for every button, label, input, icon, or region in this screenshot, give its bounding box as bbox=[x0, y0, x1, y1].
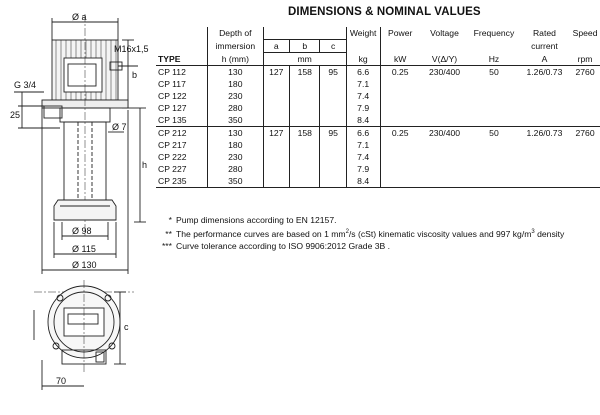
cell-c bbox=[320, 102, 346, 114]
cell-depth: 230 bbox=[208, 90, 263, 102]
cell-frequency bbox=[469, 78, 519, 90]
header-rated: Rated bbox=[532, 28, 556, 39]
cell-speed bbox=[570, 90, 600, 102]
pump-drawing bbox=[0, 0, 152, 415]
cell-voltage: 230/400 bbox=[428, 128, 461, 138]
header-h-mm: h (mm) bbox=[208, 53, 263, 66]
header-row-1 bbox=[156, 27, 600, 40]
table-row bbox=[156, 102, 600, 114]
cell-type: CP 212 bbox=[158, 128, 187, 138]
cell-a bbox=[263, 139, 290, 151]
footnotes bbox=[158, 214, 564, 252]
footnote bbox=[158, 214, 564, 226]
table-row bbox=[156, 175, 600, 188]
cell-speed bbox=[570, 102, 600, 114]
cell-type: CP 217 bbox=[158, 140, 187, 150]
cell-b: 158 bbox=[290, 127, 320, 140]
footnote-text: Curve tolerance according to ISO 9906:2012 Grade 3B . bbox=[176, 240, 391, 251]
table-row bbox=[156, 139, 600, 151]
header-weight: Weight bbox=[346, 27, 380, 40]
cell-a bbox=[263, 78, 290, 90]
dim-115-label: Ø 115 bbox=[72, 244, 96, 254]
cell-speed bbox=[570, 175, 600, 188]
footnote-marker: * bbox=[168, 215, 172, 225]
cell-current bbox=[519, 151, 570, 163]
cell-a bbox=[263, 175, 290, 188]
cell-speed: 2760 bbox=[575, 67, 595, 77]
cell-c bbox=[320, 163, 346, 175]
cell-power bbox=[380, 78, 420, 90]
footnote-marker: *** bbox=[161, 240, 172, 251]
table-row bbox=[156, 163, 600, 175]
header-a-unit: A bbox=[519, 53, 570, 66]
header-speed: Speed bbox=[572, 28, 598, 39]
header-current: current bbox=[531, 41, 558, 51]
cell-type: CP 135 bbox=[156, 114, 208, 127]
dim-g-label: G 3/4 bbox=[14, 80, 37, 90]
cell-speed bbox=[570, 151, 600, 163]
cell-a bbox=[263, 114, 290, 127]
dim-7-label: Ø 7 bbox=[112, 122, 127, 132]
cell-a bbox=[263, 90, 290, 102]
table-row bbox=[156, 151, 600, 163]
cell-power bbox=[380, 175, 420, 188]
cell-a bbox=[263, 151, 290, 163]
header-depth: Depth of bbox=[208, 27, 263, 40]
cell-depth: 280 bbox=[208, 102, 263, 114]
cell-type: CP 227 bbox=[158, 164, 187, 174]
cell-speed bbox=[570, 163, 600, 175]
cell-type: CP 235 bbox=[156, 175, 208, 188]
cell-c: 95 bbox=[320, 66, 346, 79]
footnote-text: Pump dimensions according to EN 12157. bbox=[176, 215, 337, 225]
pump-drawing-svg bbox=[0, 0, 152, 415]
footnote bbox=[158, 240, 564, 252]
cell-depth: 280 bbox=[208, 163, 263, 175]
cell-speed: 2760 bbox=[575, 128, 595, 138]
cell-depth: 350 bbox=[208, 114, 263, 127]
cell-voltage bbox=[420, 78, 469, 90]
cell-frequency bbox=[469, 114, 519, 127]
cell-current bbox=[519, 114, 570, 127]
cell-current bbox=[519, 102, 570, 114]
cell-weight: 7.1 bbox=[346, 78, 380, 90]
cell-power: 0.25 bbox=[380, 66, 420, 79]
cell-weight: 7.4 bbox=[346, 90, 380, 102]
dim-c-label: c bbox=[124, 322, 129, 332]
cell-type: CP 222 bbox=[158, 152, 187, 162]
dim-130-label: Ø 130 bbox=[72, 260, 97, 270]
cell-frequency bbox=[469, 163, 519, 175]
header-immersion: immersion bbox=[208, 40, 263, 53]
cell-depth: 230 bbox=[208, 151, 263, 163]
footnote-marker: ** bbox=[165, 228, 172, 239]
header-kw: kW bbox=[380, 53, 420, 66]
cell-c bbox=[320, 175, 346, 188]
cell-frequency: 50 bbox=[489, 128, 499, 138]
cell-depth: 180 bbox=[208, 139, 263, 151]
cell-current bbox=[519, 90, 570, 102]
cell-weight: 7.4 bbox=[346, 151, 380, 163]
cell-a: 127 bbox=[263, 127, 290, 140]
cell-weight: 7.9 bbox=[346, 102, 380, 114]
header-c: c bbox=[320, 40, 346, 53]
dim-b-label: b bbox=[132, 70, 138, 80]
cell-a bbox=[263, 163, 290, 175]
cell-power bbox=[380, 139, 420, 151]
header-v: V(Δ/Y) bbox=[420, 53, 469, 66]
cell-weight: 7.9 bbox=[346, 163, 380, 175]
header-mm: mm bbox=[263, 53, 346, 66]
cell-power bbox=[380, 151, 420, 163]
cell-power bbox=[380, 102, 420, 114]
cell-weight: 8.4 bbox=[346, 114, 380, 127]
cell-voltage bbox=[420, 139, 469, 151]
cell-voltage bbox=[420, 102, 469, 114]
cell-frequency: 50 bbox=[489, 67, 499, 77]
cell-type: CP 122 bbox=[158, 91, 187, 101]
cell-c bbox=[320, 114, 346, 127]
cell-weight: 6.6 bbox=[346, 66, 380, 79]
cell-voltage bbox=[420, 90, 469, 102]
footnote-text: The performance curves are based on 1 mm bbox=[176, 228, 346, 239]
spec-table bbox=[156, 27, 600, 188]
cell-voltage bbox=[420, 151, 469, 163]
cell-frequency bbox=[469, 175, 519, 188]
cell-b bbox=[290, 102, 320, 114]
dim-70-label: 70 bbox=[56, 376, 67, 386]
header-hz: Hz bbox=[469, 53, 519, 66]
cell-current bbox=[519, 139, 570, 151]
cell-depth: 130 bbox=[208, 66, 263, 79]
table-row bbox=[156, 90, 600, 102]
header-row-2 bbox=[156, 40, 600, 53]
dim-25-label: 25 bbox=[10, 110, 21, 120]
footnote bbox=[158, 226, 564, 240]
header-type: TYPE bbox=[156, 53, 208, 66]
dim-h-label: h bbox=[142, 160, 148, 170]
header-row-3 bbox=[156, 53, 600, 66]
cell-voltage bbox=[420, 114, 469, 127]
cell-c bbox=[320, 78, 346, 90]
cell-a: 127 bbox=[263, 66, 290, 79]
cell-c: 95 bbox=[320, 127, 346, 140]
cell-voltage bbox=[420, 175, 469, 188]
dim-thread-label: M16x1,5 bbox=[114, 44, 149, 54]
cell-b bbox=[290, 151, 320, 163]
page-title: DIMENSIONS & NOMINAL VALUES bbox=[288, 6, 481, 18]
cell-speed bbox=[570, 114, 600, 127]
cell-voltage: 230/400 bbox=[428, 67, 461, 77]
header-frequency: Frequency bbox=[473, 28, 515, 39]
header-a: a bbox=[263, 40, 290, 53]
footnote-sup: 3 bbox=[531, 229, 535, 235]
cell-speed bbox=[570, 139, 600, 151]
cell-weight: 6.6 bbox=[346, 127, 380, 140]
cell-speed bbox=[570, 78, 600, 90]
footnote-text: density bbox=[534, 228, 565, 239]
cell-current bbox=[519, 163, 570, 175]
cell-depth: 180 bbox=[208, 78, 263, 90]
cell-b bbox=[290, 78, 320, 90]
dim-98-label: Ø 98 bbox=[72, 226, 92, 236]
cell-frequency bbox=[469, 90, 519, 102]
cell-depth: 350 bbox=[208, 175, 263, 188]
table-row bbox=[156, 114, 600, 127]
cell-a bbox=[263, 102, 290, 114]
cell-depth: 130 bbox=[208, 127, 263, 140]
cell-b bbox=[290, 139, 320, 151]
dim-a-label: Ø a bbox=[72, 12, 87, 22]
cell-voltage bbox=[420, 163, 469, 175]
cell-frequency bbox=[469, 151, 519, 163]
cell-power bbox=[380, 114, 420, 127]
cell-frequency bbox=[469, 102, 519, 114]
cell-type: CP 117 bbox=[158, 79, 186, 89]
cell-weight: 7.1 bbox=[346, 139, 380, 151]
cell-b bbox=[290, 163, 320, 175]
header-kg: kg bbox=[346, 53, 380, 66]
cell-c bbox=[320, 139, 346, 151]
footnote-sup: 2 bbox=[345, 229, 349, 235]
cell-type: CP 112 bbox=[158, 67, 186, 77]
cell-current: 1.26/0.73 bbox=[526, 67, 563, 77]
cell-b bbox=[290, 114, 320, 127]
cell-b bbox=[290, 90, 320, 102]
footnote-text: /s (cSt) kinematic viscosity values and 997 kg/m bbox=[348, 228, 532, 239]
table-row bbox=[156, 78, 600, 90]
table-row bbox=[156, 66, 600, 79]
cell-c bbox=[320, 90, 346, 102]
cell-weight: 8.4 bbox=[346, 175, 380, 188]
cell-type: CP 127 bbox=[158, 103, 187, 113]
header-power: Power bbox=[380, 27, 420, 40]
header-b: b bbox=[290, 40, 320, 53]
cell-power: 0.25 bbox=[380, 127, 420, 140]
cell-current: 1.26/0.73 bbox=[526, 128, 563, 138]
header-rpm: rpm bbox=[570, 53, 600, 66]
cell-b: 158 bbox=[290, 66, 320, 79]
cell-current bbox=[519, 175, 570, 188]
header-voltage: Voltage bbox=[430, 28, 459, 39]
cell-power bbox=[380, 90, 420, 102]
cell-power bbox=[380, 163, 420, 175]
cell-frequency bbox=[469, 139, 519, 151]
cell-b bbox=[290, 175, 320, 188]
table-row bbox=[156, 127, 600, 140]
cell-current bbox=[519, 78, 570, 90]
cell-c bbox=[320, 151, 346, 163]
